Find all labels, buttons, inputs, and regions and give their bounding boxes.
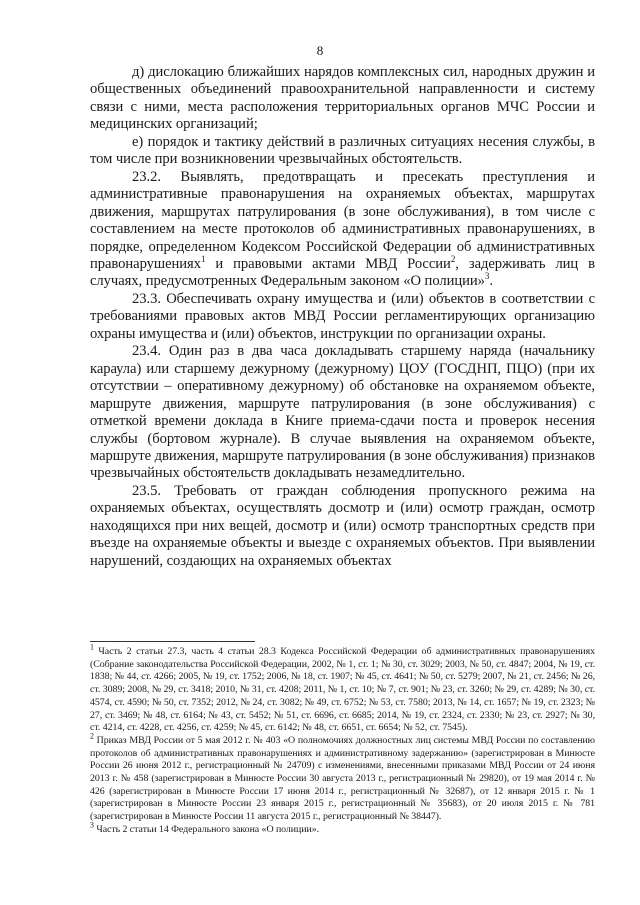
paragraph-23-4: 23.4. Один раз в два часа докладывать старшему наряда (начальнику караула) или старшему дежурному (дежурному) ЦОУ (ГОСДНП, ПЦО) (при их отсутствии – оперативному дежурному) об обстановке на охраняемом объекте, маршруте движения, маршруте патрулирования (в зоне обслуживания) с отметкой времени доклада в Книге приема-сдачи поста и проверок несения службы (бортовом журнале). В случае выявления на охраняемом объекте, маршруте движения, маршруте патрулирования (в зоне обслуживания) признаков чрезвычайных обстоятельств докладывать незамедлительно. (90, 343, 595, 482)
paragraph-23-2-part4: . (489, 273, 493, 290)
page-number: 8 (316, 43, 324, 58)
footnote-ref-2[interactable]: 2 (450, 254, 456, 265)
footnote-3-text: Часть 2 статьи 14 Федерального закона «О полиции». (93, 823, 320, 835)
footnote-1-text: Часть 2 статьи 27.3, часть 4 статьи 28.3 Кодекса Российской Федерации об административных правонарушениях (Собрание законодательства Российской Федерации, 2002, № 1, ст. 1; № 30, ст. 3029; 2003, № 50, ст. 4847; 2004, № 19, ст. 1838; № 44, ст. 4266; 2005, № 19, ст. 1752; 2006, № 18, ст. 1907; № 45, ст. 4641; № 50, ст. 5279; 2007, № 21, ст. 2456; № 26, ст. 3089; 2008, № 29, ст. 3418; 2010, № 31, ст. 4208; 2011, № 1, ст. 10; № 7, ст. 901; № 23, ст. 3260; № 29, ст. 4289; № 30, ст. 4574, ст. 4590; № 50, ст. 7352; 2012, № 24, ст. 3082; № 49, ст. 6752; № 53, ст. 7580; 2013, № 14, ст. 1657; № 19, ст. 2323; № 27, ст. 3469; № 48, ст. 6164; № 43, ст. 5452; № 51, ст. 6696, ст. 6685; 2014, № 19, ст. 2324, ст. 2330; № 23, ст. 2927; № 30, ст. 4214, ст. 4228, ст. 4256, ст. 4259; № 45, ст. 6142; № 48, ст. 6651, ст. 6654; № 52, ст. 7545). (90, 646, 595, 734)
footnote-mark-2: 2 (90, 731, 94, 741)
paragraph-d: д) дислокацию ближайших нарядов комплексных сил, народных дружин и общественных объединений правоохранительной направленности и систему связи с ними, места расположения территориальных органов МЧС России и медицинских организаций; (90, 64, 595, 133)
main-text (90, 64, 595, 570)
footnote-3 (90, 820, 595, 837)
paragraph-23-2-part2: и правовыми актами МВД России (205, 255, 451, 272)
footnote-2-text: Приказ МВД России от 5 мая 2012 г. № 403 «О полномочиях должностных лиц системы МВД России по составлению протоколов об административных правонарушениях и административному задержанию» (зарегистрирован в Минюсте России 26 июня 2012 г., регистрационный № 24709) с изменениями, внесенными приказами МВД России от 24 июня 2013 г. № 458 (зарегистрирован в Минюсте России 30 августа 2013 г., регистрационный № 29820), от 19 мая 2014 г. № 426 (зарегистрирован в Минюсте России 17 июня 2014 г., регистрационный № 32687), от 12 января 2015 г. № 1 (зарегистрирован в Минюсте России 23 января 2015 г., регистрационный № 35683), от 20 июля 2015 г. № 781 (зарегистрирован в Минюсте России 11 августа 2015 г., регистрационный № 38447). (90, 734, 595, 823)
paragraph-23-2-part3: , задерживать лиц в случаях, предусмотренных Федеральным законом «О полиции» (90, 255, 596, 290)
footnote-1 (90, 642, 595, 735)
paragraph-23-3: 23.3. Обеспечивать охрану имущества и (или) объектов в соответствии с требованиями правовых актов МВД России регламентирующих организацию охраны имущества и (или) объектов, инструкции по организации охраны. (90, 290, 595, 342)
footnote-separator (90, 641, 255, 642)
paragraph-23-5: 23.5. Требовать от граждан соблюдения пропускного режима на охраняемых объектах, осуществлять досмотр и (или) осмотр граждан, осмотр находящихся при них вещей, досмотр и (или) осмотр транспортных средств при въезде на охраняемые объекты и выезде с охраняемых объектов. При выявлении нарушений, создающих на охраняемых объектах (90, 482, 595, 569)
paragraph-23-2 (90, 169, 595, 291)
paragraph-e: е) порядок и тактику действий в различных ситуациях несения службы, в том числе при возникновении чрезвычайных обстоятельств. (90, 133, 595, 168)
footnotes (90, 642, 595, 837)
footnote-mark-1: 1 (90, 642, 94, 652)
footnote-mark-3: 3 (90, 820, 94, 830)
footnote-ref-3[interactable]: 3 (484, 271, 490, 282)
paragraph-23-2-part1: 23.2. Выявлять, предотвращать и пресекать преступления и административные правонарушения на охраняемых объектах, маршрутах движения, маршрутах патрулирования (в зоне обслуживания), в том числе с составлением на месте протоколов об административных правонарушениях, в порядке, определенном Кодексом Российской Федерации об административных правонарушениях (90, 168, 595, 272)
footnote-ref-1[interactable]: 1 (200, 254, 206, 265)
footnote-2 (90, 731, 595, 824)
